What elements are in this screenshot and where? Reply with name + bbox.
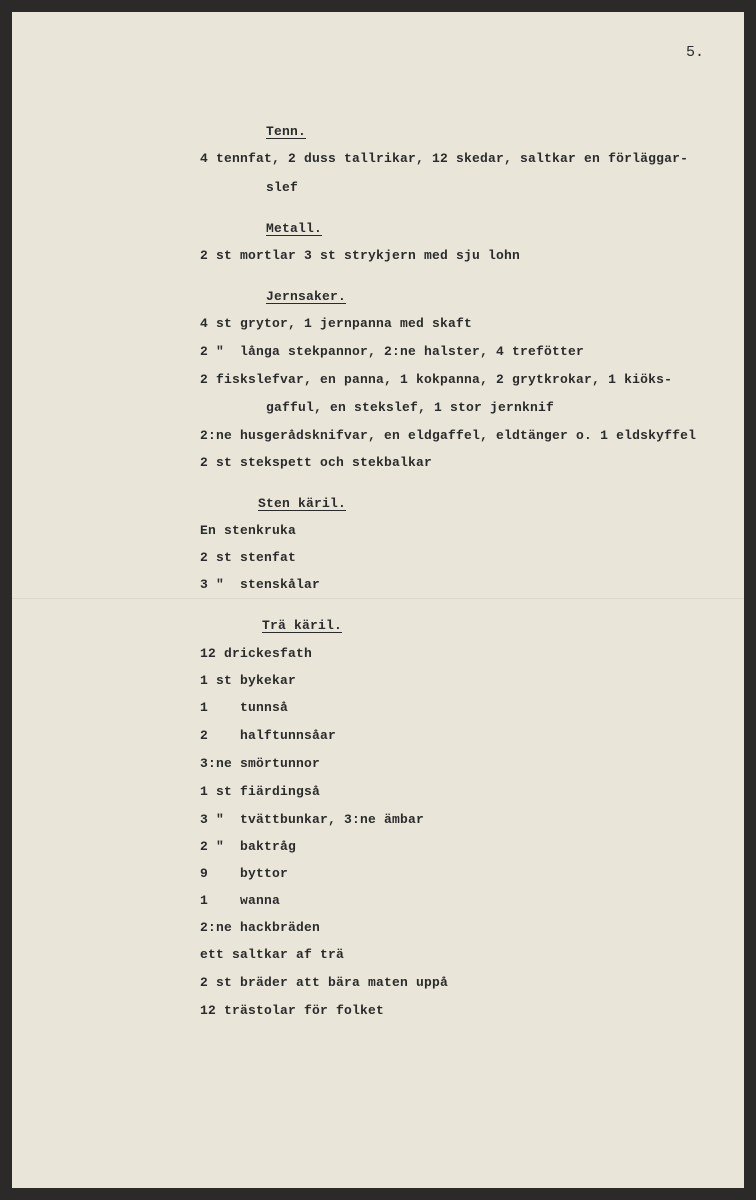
inventory-line: slef xyxy=(266,180,299,195)
inventory-line: 1 tunnså xyxy=(200,700,289,715)
inventory-line: 12 drickesfath xyxy=(200,646,313,661)
inventory-line: 3:ne smörtunnor xyxy=(200,756,321,771)
inventory-line: 3 " stenskålar xyxy=(200,577,321,592)
section-heading: Trä käril. xyxy=(262,618,343,633)
inventory-line: En stenkruka xyxy=(200,523,297,538)
inventory-line: 1 st bykekar xyxy=(200,673,297,688)
inventory-line: 1 wanna xyxy=(200,893,281,908)
inventory-line: 2:ne hackbräden xyxy=(200,920,321,935)
inventory-line: 12 trästolar för folket xyxy=(200,1003,385,1018)
inventory-line: 4 st grytor, 1 jernpanna med skaft xyxy=(200,316,473,331)
inventory-line: 2 fiskslefvar, en panna, 1 kokpanna, 2 grytkrokar, 1 kiöks- xyxy=(200,372,673,387)
inventory-line: 4 tennfat, 2 duss tallrikar, 12 skedar, saltkar en förläggar- xyxy=(200,151,689,166)
inventory-line: 2:ne husgerådsknifvar, en eldgaffel, eldtänger o. 1 eldskyffel xyxy=(200,428,697,443)
section-heading: Jernsaker. xyxy=(266,289,347,304)
page-number: 5. xyxy=(686,44,705,61)
inventory-line: gafful, en stekslef, 1 stor jernknif xyxy=(266,400,555,415)
section-heading: Tenn. xyxy=(266,124,307,139)
page-fold xyxy=(12,598,744,599)
inventory-line: 1 st fiärdingså xyxy=(200,784,321,799)
inventory-line: ett saltkar af trä xyxy=(200,947,345,962)
inventory-line: 2 st mortlar 3 st strykjern med sju lohn xyxy=(200,248,521,263)
inventory-line: 2 st stenfat xyxy=(200,550,297,565)
inventory-line: 2 " långa stekpannor, 2:ne halster, 4 trefötter xyxy=(200,344,585,359)
inventory-line: 3 " tvättbunkar, 3:ne ämbar xyxy=(200,812,425,827)
section-heading: Sten käril. xyxy=(258,496,347,511)
inventory-line: 2 st stekspett och stekbalkar xyxy=(200,455,433,470)
inventory-line: 2 st bräder att bära maten uppå xyxy=(200,975,449,990)
section-heading: Metall. xyxy=(266,221,323,236)
inventory-line: 9 byttor xyxy=(200,866,289,881)
inventory-line: 2 " baktråg xyxy=(200,839,297,854)
inventory-line: 2 halftunnsåar xyxy=(200,728,337,743)
